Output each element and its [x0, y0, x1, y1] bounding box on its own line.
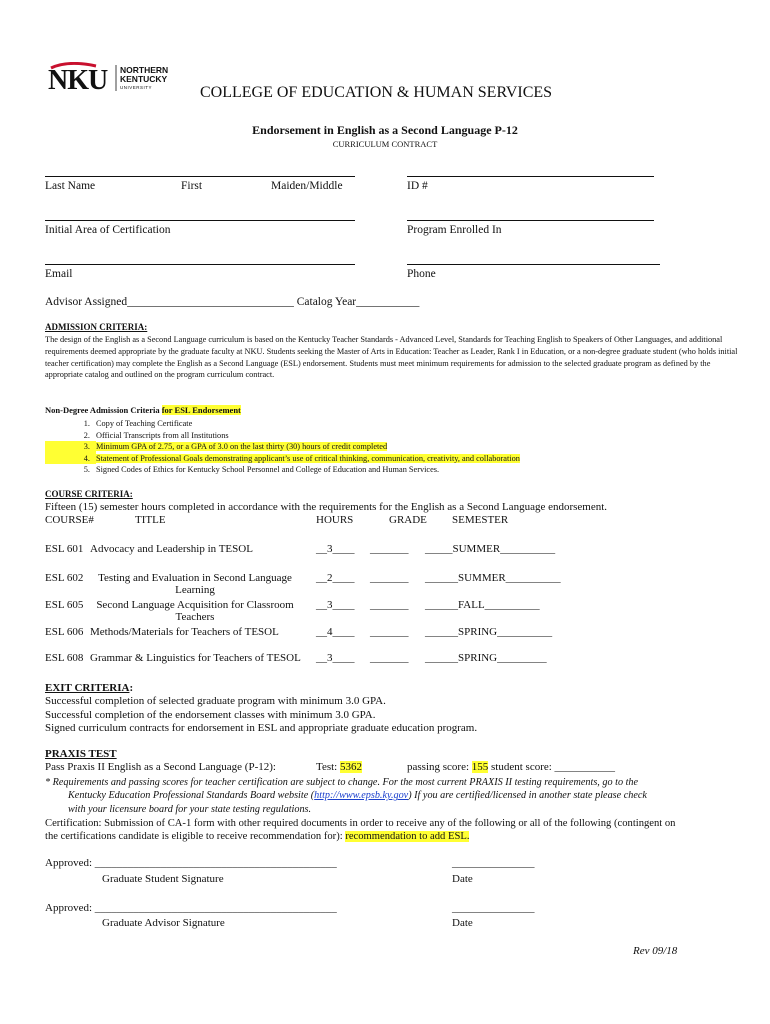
course-grade[interactable]: _______: [370, 626, 409, 638]
course-grade[interactable]: _______: [370, 572, 409, 584]
nku-logo-mark: [48, 62, 198, 94]
course-code: ESL 608: [45, 652, 84, 664]
list-item: 5. Signed Codes of Ethics for Kentucky School Personnel and College of Education and Human Services.: [83, 465, 440, 475]
course-code: ESL 602: [45, 572, 84, 584]
college-name: COLLEGE OF EDUCATION & HUMAN SERVICES: [200, 84, 553, 101]
praxis-test: Test: 5362: [316, 761, 362, 773]
course-title: Testing and Evaluation in Second Language Learning: [98, 572, 292, 596]
course-grade[interactable]: _______: [370, 543, 409, 555]
label-maiden: Maiden/Middle: [271, 180, 343, 192]
passing-score: 155: [471, 761, 489, 773]
course-title: Advocacy and Leadership in TESOL: [90, 543, 253, 555]
course-code: ESL 601: [45, 543, 84, 555]
course-semester[interactable]: _____SUMMER__________: [425, 543, 556, 555]
advisor-date-line[interactable]: _______________: [452, 902, 535, 914]
list-item: 3. Minimum GPA of 2.75, or a GPA of 3.0 on the last thirty (30) hours of credit completed: [45, 441, 520, 453]
col-title: TITLE: [135, 514, 166, 526]
nondegree-heading-highlight: for ESL Endorsement: [161, 405, 241, 415]
advisor-signature-label: Graduate Advisor Signature: [102, 917, 225, 929]
list-item: 4. Statement of Professional Goals demonstrating applicant’s use of critical thinking, communication, creativity, and collaboration: [45, 453, 520, 465]
label-first: First: [181, 180, 203, 192]
id-line[interactable]: [407, 176, 654, 177]
col-course: COURSE#: [45, 514, 94, 526]
course-hours[interactable]: __4____: [316, 626, 355, 638]
course-title: Grammar & Linguistics for Teachers of TESOL: [90, 652, 301, 664]
exit-line: Successful completion of the endorsement classes with minimum 3.0 GPA.: [45, 708, 376, 721]
program-line[interactable]: [407, 220, 654, 221]
nku-logo: [48, 62, 198, 94]
list-item: 1. Copy of Teaching Certificate: [83, 419, 193, 428]
label-id: ID #: [407, 180, 428, 192]
exit-line: Successful completion of selected graduate program with minimum 3.0 GPA.: [45, 695, 386, 707]
label-initial-area: Initial Area of Certification: [45, 224, 171, 236]
advisor-catalog-line[interactable]: Advisor Assigned_____________________________ Catalog Year___________: [45, 296, 420, 308]
course-semester[interactable]: ______SPRING_________: [425, 652, 547, 664]
phone-line[interactable]: [407, 264, 660, 265]
name-line[interactable]: [45, 176, 355, 177]
admission-heading: ADMISSION CRITERIA:: [45, 322, 148, 332]
exit-line: Signed curriculum contracts for endorsement in ESL and appropriate graduate education program.: [45, 722, 478, 734]
course-hours[interactable]: __3____: [316, 543, 355, 555]
student-signature-label: Graduate Student Signature: [102, 873, 224, 885]
praxis-note: * Requirements and passing scores for teacher certification are subject to change. For the most current PRAXIS II testing requirements, go to the Kentucky Education Professional Standards Board website (http://www.epsb.ky.gov) If you are certified/licensed in another state please check with your licensure board for your state testing regulations.: [45, 777, 647, 815]
course-title: Second Language Acquisition for Classroom Teachers: [96, 599, 294, 623]
recommendation-highlight: recommendation to add ESL.: [345, 831, 470, 843]
course-semester[interactable]: ______FALL__________: [425, 599, 540, 611]
logo-text-university: UNIVERSITY: [120, 85, 153, 90]
praxis-label: Pass Praxis II English as a Second Language (P-12):: [45, 761, 276, 773]
praxis-test-number: 5362: [339, 761, 362, 773]
course-semester[interactable]: ______SUMMER__________: [425, 572, 561, 584]
label-phone: Phone: [407, 268, 436, 280]
logo-text-kentucky: KENTUCKY: [120, 74, 168, 84]
course-hours[interactable]: __2____: [316, 572, 355, 584]
course-code: ESL 605: [45, 599, 84, 611]
list-item: 2. Official Transcripts from all Institutions: [83, 430, 229, 440]
course-grade[interactable]: _______: [370, 599, 409, 611]
email-line[interactable]: [45, 264, 355, 265]
approved-student[interactable]: Approved: ____________________________________________: [45, 857, 337, 869]
nondegree-heading-text: Non-Degree Admission Criteria: [45, 405, 162, 415]
logo-text-northern: NORTHERN: [120, 65, 169, 75]
exit-heading: EXIT CRITERIA:: [45, 682, 134, 694]
praxis-heading: PRAXIS TEST: [45, 748, 117, 760]
course-title: Methods/Materials for Teachers of TESOL: [90, 626, 279, 638]
course-hours[interactable]: __3____: [316, 599, 355, 611]
nondegree-list: [45, 418, 520, 476]
exit-list: [45, 695, 477, 736]
admission-text: The design of the English as a Second Language curriculum is based on the Kentucky Teacher Standards - Advanced Level, Standards for Teaching English to Speakers of Other Languages, and additional requirements deemed appropriate by the graduate faculty at NKU. Students seeking the Master of Arts in Education: Teacher as Leader, Rank I in Education, or a non-degree graduate student (who holds initial teacher certification) may complete the English as a Second Language (ESL) endorsement. Students must meet minimum requirements for admission to the selected graduate program as defined by the appropriate catalog and outlined on the program curriculum contract.: [45, 335, 738, 380]
course-hours[interactable]: __3____: [316, 652, 355, 664]
col-hours: HOURS: [316, 514, 354, 526]
label-last-name: Last Name: [45, 180, 96, 192]
advisor-date-label: Date: [452, 917, 473, 929]
nondegree-heading: [45, 405, 241, 415]
svg-text:NKU: NKU: [48, 65, 108, 94]
course-semester[interactable]: ______SPRING__________: [425, 626, 553, 638]
certification-text: Certification: Submission of CA-1 form with other required documents in order to receive any of the following or all of the following (contingent on the certifications candidate is eligible to receive recommendation for): recommendation to add ESL.: [45, 818, 676, 843]
epsb-link[interactable]: http://www.epsb.ky.gov: [314, 790, 409, 802]
initial-area-line[interactable]: [45, 220, 355, 221]
student-score: student score: ___________: [488, 761, 616, 773]
approved-advisor[interactable]: Approved: ____________________________________________: [45, 902, 337, 914]
course-grade[interactable]: _______: [370, 652, 409, 664]
col-grade: GRADE: [389, 514, 427, 526]
student-date-label: Date: [452, 873, 473, 885]
praxis-scores: passing score: 155 student score: ___________: [407, 761, 616, 773]
course-code: ESL 606: [45, 626, 84, 638]
course-heading: COURSE CRITERIA:: [45, 489, 133, 499]
label-program: Program Enrolled In: [407, 224, 502, 236]
col-semester: SEMESTER: [452, 514, 509, 526]
revision-label: Rev 09/18: [633, 945, 678, 957]
document-title: Endorsement in English as a Second Language P-12: [252, 123, 518, 137]
student-date-line[interactable]: _______________: [452, 857, 535, 869]
document-subtitle: CURRICULUM CONTRACT: [332, 139, 438, 149]
course-intro: Fifteen (15) semester hours completed in accordance with the requirements for the English as a Second Language endorsement.: [45, 501, 608, 513]
label-email: Email: [45, 268, 73, 280]
